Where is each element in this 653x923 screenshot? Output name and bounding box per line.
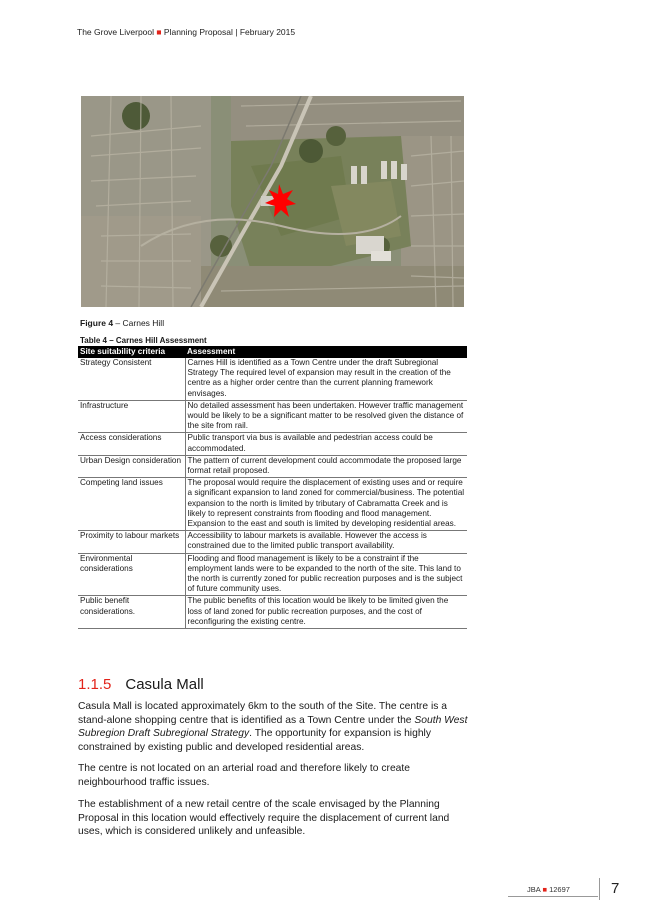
table-row	[78, 400, 467, 433]
running-header	[77, 27, 295, 37]
figure-caption-text: Carnes Hill	[122, 318, 165, 328]
table-row	[78, 478, 467, 531]
column-header-assessment: Assessment	[185, 346, 467, 358]
assessment-cell: Accessibility to labour markets is available. However the access is constrained due to the limited public transport availability.	[185, 531, 467, 553]
aerial-photo	[81, 96, 464, 307]
assessment-cell: Flooding and flood management is likely to be a constraint if the employment lands were to be expanded to the north of the site. This land to the north is currently zoned for public recreation purposes and is the subject of future community uses.	[185, 553, 467, 596]
column-header-criteria: Site suitability criteria	[78, 346, 185, 358]
header-separator: ■	[156, 27, 162, 37]
assessment-table	[78, 346, 467, 629]
footer-divider	[599, 878, 600, 900]
figure-caption	[80, 318, 164, 328]
criteria-cell: Strategy Consistent	[78, 358, 185, 400]
criteria-cell: Proximity to labour markets	[78, 531, 185, 553]
section-heading	[78, 676, 204, 693]
assessment-cell: No detailed assessment has been undertaken. However traffic management would be likely to be a significant matter to be resolved given the distance of the site from rail.	[185, 400, 467, 433]
criteria-cell: Urban Design consideration	[78, 455, 185, 477]
table-row	[78, 553, 467, 596]
figure-label: Figure 4	[80, 318, 114, 328]
section-number: 1.1.5	[78, 676, 112, 693]
page-number: 7	[611, 880, 620, 897]
header-subtitle: Planning Proposal | February 2015	[163, 27, 296, 37]
assessment-cell: The proposal would require the displacement of existing uses and or require a significant expansion to land zoned for commercial/business. The potential expansion to the north is limited by tributary of Cabramatta Creek and is likely to represent constraints from flooding and flood management. Expansion to the east and south is limited by developing residential areas.	[185, 478, 467, 531]
paragraph-traffic: The centre is not located on an arterial road and therefore likely to create neighbourhood traffic issues.	[78, 763, 410, 788]
table-row	[78, 531, 467, 553]
footer-org: JBA	[527, 885, 541, 894]
criteria-cell: Infrastructure	[78, 400, 185, 433]
table-row	[78, 433, 467, 455]
table-header-row	[78, 346, 467, 358]
criteria-cell: Public benefit considerations.	[78, 596, 185, 629]
assessment-cell: Public transport via bus is available and pedestrian access could be accommodated.	[185, 433, 467, 455]
table-caption: Table 4 – Carnes Hill Assessment	[80, 336, 207, 345]
paragraph-establishment: The establishment of a new retail centre of the scale envisaged by the Planning Proposal in this location would effectively require the displacement of current land uses, which is considered unlikely and unfeasible.	[78, 799, 450, 838]
criteria-cell: Competing land issues	[78, 478, 185, 531]
footer-separator: ■	[542, 885, 547, 894]
table-row	[78, 358, 467, 400]
table-row	[78, 455, 467, 477]
assessment-cell: The public benefits of this location would be likely to be limited given the loss of land zoned for public recreation purposes, and the cost of reconfiguring the existing centre.	[185, 596, 467, 629]
table-row	[78, 596, 467, 629]
assessment-cell: Carnes Hill is identified as a Town Centre under the draft Subregional Strategy The required level of expansion may result in the creation of the centre as a higher order centre than the current planning framework envisages.	[185, 358, 467, 400]
section-title: Casula Mall	[125, 676, 204, 693]
paragraph-text: Casula Mall is located approximately 6km to the south of the Site. The centre is a stand-alone shopping centre that is identified as a Town Centre under the	[78, 701, 447, 726]
footer-ref: 12697	[549, 885, 570, 894]
figure-dash: –	[113, 318, 123, 328]
assessment-cell: The pattern of current development could accommodate the proposed large format retail proposed.	[185, 455, 467, 477]
paragraph-text: . The opportunity for expansion is highly constrained by existing public and developed residential areas.	[78, 728, 431, 753]
paragraph-casula-intro	[78, 700, 473, 754]
running-footer	[527, 885, 570, 894]
footer-rule	[508, 896, 598, 897]
header-title: The Grove Liverpool	[77, 27, 155, 37]
criteria-cell: Access considerations	[78, 433, 185, 455]
criteria-cell: Environmental considerations	[78, 553, 185, 596]
strategy-title-italic: South West Subregion Draft Subregional Strategy	[78, 714, 468, 740]
